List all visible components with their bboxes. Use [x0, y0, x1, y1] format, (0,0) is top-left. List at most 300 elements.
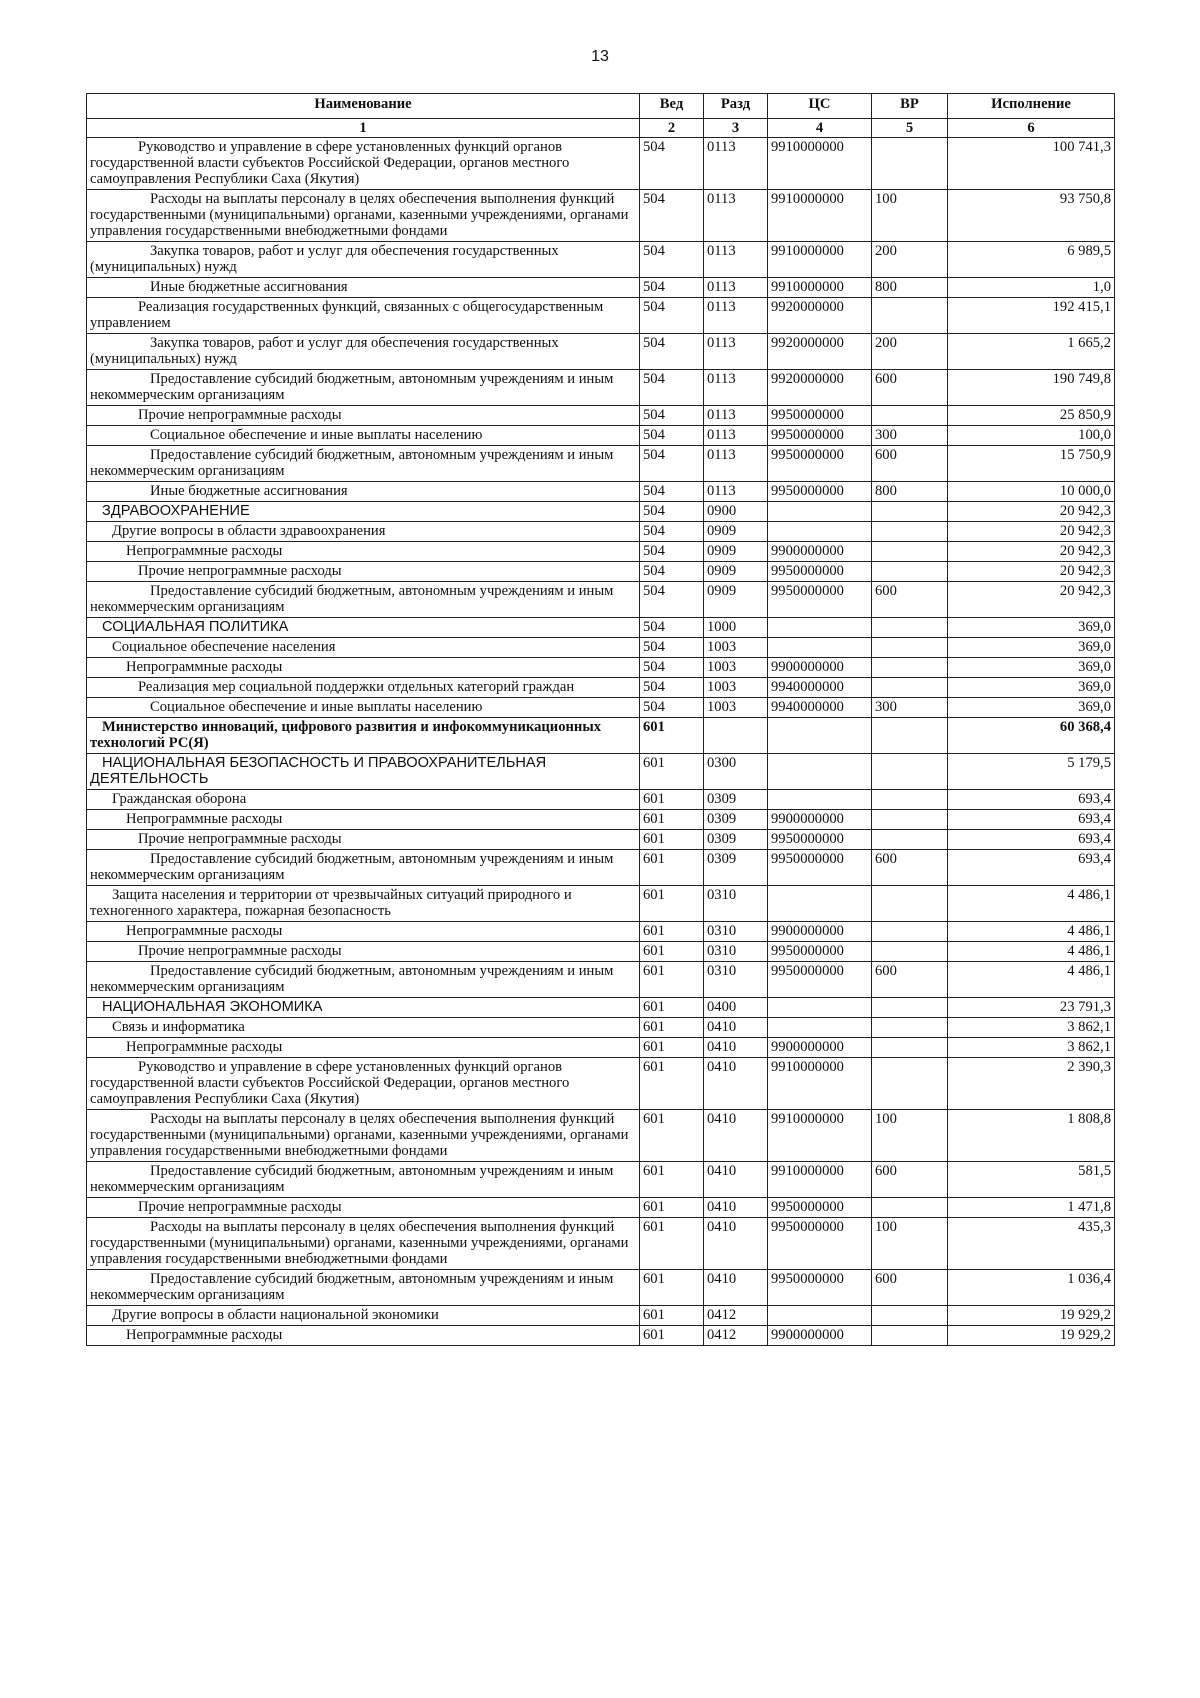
row-cs-cell: 9900000000 — [768, 1326, 872, 1346]
row-cs-cell — [768, 790, 872, 810]
row-vr-cell — [872, 638, 948, 658]
row-vr-cell: 600 — [872, 1270, 948, 1306]
row-name-cell: ЗДРАВООХРАНЕНИЕ — [87, 502, 640, 522]
row-ved-cell: 504 — [640, 446, 704, 482]
row-ved-cell: 504 — [640, 698, 704, 718]
row-vr-cell: 600 — [872, 370, 948, 406]
row-razd-cell: 1000 — [704, 618, 768, 638]
row-vr-cell — [872, 790, 948, 810]
table-row — [87, 190, 1115, 242]
row-cs-cell — [768, 1306, 872, 1326]
row-ved-cell: 504 — [640, 542, 704, 562]
row-name-cell: Закупка товаров, работ и услуг для обеспечения государственных (муниципальных) нужд — [87, 242, 640, 278]
row-ved-cell: 504 — [640, 582, 704, 618]
row-vr-cell: 600 — [872, 962, 948, 998]
row-ved-cell: 601 — [640, 886, 704, 922]
row-vr-cell — [872, 138, 948, 190]
row-amount-cell: 10 000,0 — [948, 482, 1115, 502]
table-row — [87, 582, 1115, 618]
row-amount-cell: 369,0 — [948, 658, 1115, 678]
table-row — [87, 1270, 1115, 1306]
row-vr-cell — [872, 1306, 948, 1326]
row-ved-cell: 504 — [640, 298, 704, 334]
row-vr-cell: 200 — [872, 242, 948, 278]
row-ved-cell: 504 — [640, 618, 704, 638]
row-amount-cell: 369,0 — [948, 698, 1115, 718]
row-ved-cell: 504 — [640, 242, 704, 278]
row-amount-cell: 369,0 — [948, 638, 1115, 658]
row-razd-cell: 0410 — [704, 1018, 768, 1038]
row-name-cell: Предоставление субсидий бюджетным, автономным учреждениям и иным некоммерческим организациям — [87, 1162, 640, 1198]
table-row — [87, 1110, 1115, 1162]
row-razd-cell: 0309 — [704, 810, 768, 830]
row-cs-cell: 9950000000 — [768, 1218, 872, 1270]
row-razd-cell: 0909 — [704, 562, 768, 582]
row-razd-cell: 0113 — [704, 406, 768, 426]
row-amount-cell: 20 942,3 — [948, 562, 1115, 582]
row-cs-cell: 9910000000 — [768, 1058, 872, 1110]
row-vr-cell: 600 — [872, 850, 948, 886]
row-vr-cell: 100 — [872, 1218, 948, 1270]
row-cs-cell: 9950000000 — [768, 562, 872, 582]
row-vr-cell — [872, 1058, 948, 1110]
row-ved-cell: 504 — [640, 370, 704, 406]
row-name-cell: Социальное обеспечение и иные выплаты населению — [87, 698, 640, 718]
table-row — [87, 522, 1115, 542]
row-vr-cell: 300 — [872, 698, 948, 718]
row-ved-cell: 504 — [640, 658, 704, 678]
row-name-cell: Министерство инноваций, цифрового развития и инфокоммуникационных технологий РС(Я) — [87, 718, 640, 754]
row-name-cell: Социальное обеспечение и иные выплаты населению — [87, 426, 640, 446]
table-row — [87, 1306, 1115, 1326]
row-vr-cell — [872, 810, 948, 830]
table-row — [87, 638, 1115, 658]
row-name-cell: Прочие непрограммные расходы — [87, 942, 640, 962]
table-row — [87, 698, 1115, 718]
row-ved-cell: 504 — [640, 406, 704, 426]
row-vr-cell — [872, 998, 948, 1018]
row-ved-cell: 601 — [640, 1198, 704, 1218]
row-razd-cell: 0410 — [704, 1110, 768, 1162]
row-name-cell: Непрограммные расходы — [87, 810, 640, 830]
row-razd-cell: 0410 — [704, 1218, 768, 1270]
row-amount-cell: 20 942,3 — [948, 502, 1115, 522]
table-row — [87, 1038, 1115, 1058]
row-vr-cell — [872, 1198, 948, 1218]
row-name-cell: Другие вопросы в области здравоохранения — [87, 522, 640, 542]
row-amount-cell: 1,0 — [948, 278, 1115, 298]
row-vr-cell — [872, 502, 948, 522]
row-name-cell: Социальное обеспечение населения — [87, 638, 640, 658]
row-cs-cell: 9900000000 — [768, 1038, 872, 1058]
row-cs-cell: 9950000000 — [768, 962, 872, 998]
row-vr-cell — [872, 678, 948, 698]
row-razd-cell: 0410 — [704, 1162, 768, 1198]
row-amount-cell: 693,4 — [948, 830, 1115, 850]
column-number-row — [87, 119, 1115, 138]
row-vr-cell — [872, 1326, 948, 1346]
column-header-vr: ВР — [872, 94, 948, 119]
table-row — [87, 406, 1115, 426]
row-ved-cell: 504 — [640, 638, 704, 658]
row-vr-cell — [872, 1038, 948, 1058]
row-cs-cell: 9950000000 — [768, 1198, 872, 1218]
row-ved-cell: 504 — [640, 522, 704, 542]
column-number: 1 — [87, 119, 640, 138]
row-amount-cell: 4 486,1 — [948, 962, 1115, 998]
row-ved-cell: 601 — [640, 962, 704, 998]
row-ved-cell: 601 — [640, 718, 704, 754]
row-vr-cell: 100 — [872, 1110, 948, 1162]
row-vr-cell — [872, 298, 948, 334]
table-row — [87, 298, 1115, 334]
table-row — [87, 1018, 1115, 1038]
row-cs-cell: 9910000000 — [768, 138, 872, 190]
row-ved-cell: 504 — [640, 278, 704, 298]
row-razd-cell: 0909 — [704, 542, 768, 562]
row-cs-cell: 9950000000 — [768, 582, 872, 618]
row-amount-cell: 693,4 — [948, 810, 1115, 830]
row-cs-cell: 9920000000 — [768, 298, 872, 334]
row-razd-cell: 0412 — [704, 1306, 768, 1326]
row-amount-cell: 693,4 — [948, 790, 1115, 810]
row-amount-cell: 4 486,1 — [948, 942, 1115, 962]
row-amount-cell: 100 741,3 — [948, 138, 1115, 190]
row-amount-cell: 5 179,5 — [948, 754, 1115, 790]
row-ved-cell: 504 — [640, 190, 704, 242]
row-ved-cell: 601 — [640, 754, 704, 790]
row-razd-cell: 0909 — [704, 522, 768, 542]
row-cs-cell — [768, 886, 872, 922]
row-amount-cell: 19 929,2 — [948, 1326, 1115, 1346]
row-name-cell: Руководство и управление в сфере установленных функций органов государственной власти субъектов Российской Федерации, органов местного самоуправления Республики Саха (Якутия) — [87, 1058, 640, 1110]
column-header-amount: Исполнение — [948, 94, 1115, 119]
row-cs-cell: 9950000000 — [768, 446, 872, 482]
row-name-cell: Предоставление субсидий бюджетным, автономным учреждениям и иным некоммерческим организациям — [87, 850, 640, 886]
row-cs-cell — [768, 522, 872, 542]
row-amount-cell: 581,5 — [948, 1162, 1115, 1198]
row-razd-cell: 0309 — [704, 830, 768, 850]
table-row — [87, 562, 1115, 582]
row-ved-cell: 601 — [640, 922, 704, 942]
row-name-cell: Предоставление субсидий бюджетным, автономным учреждениям и иным некоммерческим организациям — [87, 962, 640, 998]
row-cs-cell: 9900000000 — [768, 810, 872, 830]
row-razd-cell — [704, 718, 768, 754]
table-row — [87, 502, 1115, 522]
row-razd-cell: 0410 — [704, 1270, 768, 1306]
row-ved-cell: 601 — [640, 1326, 704, 1346]
column-header-name: Наименование — [87, 94, 640, 119]
row-ved-cell: 601 — [640, 942, 704, 962]
table-row — [87, 658, 1115, 678]
row-cs-cell — [768, 502, 872, 522]
row-razd-cell: 0309 — [704, 790, 768, 810]
row-vr-cell: 600 — [872, 582, 948, 618]
row-razd-cell: 0113 — [704, 370, 768, 406]
row-razd-cell: 0113 — [704, 138, 768, 190]
row-name-cell: Иные бюджетные ассигнования — [87, 482, 640, 502]
row-ved-cell: 504 — [640, 334, 704, 370]
row-razd-cell: 0113 — [704, 482, 768, 502]
row-name-cell: Иные бюджетные ассигнования — [87, 278, 640, 298]
row-razd-cell: 0310 — [704, 922, 768, 942]
row-cs-cell: 9910000000 — [768, 242, 872, 278]
table-row — [87, 1198, 1115, 1218]
column-header-cs: ЦС — [768, 94, 872, 119]
row-ved-cell: 601 — [640, 998, 704, 1018]
row-name-cell: Расходы на выплаты персоналу в целях обеспечения выполнения функций государственными (муниципальными) органами, казенными учреждениями, органами управления государственными внебюджетными фондами — [87, 1110, 640, 1162]
table-row — [87, 850, 1115, 886]
row-razd-cell: 1003 — [704, 678, 768, 698]
row-ved-cell: 601 — [640, 1306, 704, 1326]
row-razd-cell: 0310 — [704, 886, 768, 922]
table-row — [87, 242, 1115, 278]
row-razd-cell: 0113 — [704, 190, 768, 242]
row-razd-cell: 1003 — [704, 658, 768, 678]
row-vr-cell: 100 — [872, 190, 948, 242]
row-amount-cell: 3 862,1 — [948, 1038, 1115, 1058]
row-cs-cell: 9950000000 — [768, 830, 872, 850]
table-header-row — [87, 94, 1115, 119]
row-name-cell: Непрограммные расходы — [87, 542, 640, 562]
row-vr-cell — [872, 942, 948, 962]
row-cs-cell: 9950000000 — [768, 850, 872, 886]
row-name-cell: Прочие непрограммные расходы — [87, 562, 640, 582]
row-razd-cell: 0310 — [704, 942, 768, 962]
table-row — [87, 718, 1115, 754]
row-ved-cell: 601 — [640, 1270, 704, 1306]
row-name-cell: НАЦИОНАЛЬНАЯ БЕЗОПАСНОСТЬ И ПРАВООХРАНИТЕЛЬНАЯ ДЕЯТЕЛЬНОСТЬ — [87, 754, 640, 790]
row-ved-cell: 504 — [640, 138, 704, 190]
row-cs-cell — [768, 998, 872, 1018]
row-razd-cell: 0400 — [704, 998, 768, 1018]
row-vr-cell: 300 — [872, 426, 948, 446]
table-row — [87, 370, 1115, 406]
row-amount-cell: 192 415,1 — [948, 298, 1115, 334]
row-ved-cell: 601 — [640, 1110, 704, 1162]
row-vr-cell — [872, 406, 948, 426]
row-name-cell: Защита населения и территории от чрезвычайных ситуаций природного и техногенного характера, пожарная безопасность — [87, 886, 640, 922]
row-amount-cell: 20 942,3 — [948, 542, 1115, 562]
row-razd-cell: 0113 — [704, 278, 768, 298]
row-amount-cell: 20 942,3 — [948, 582, 1115, 618]
row-razd-cell: 0113 — [704, 426, 768, 446]
row-razd-cell: 0113 — [704, 334, 768, 370]
row-ved-cell: 601 — [640, 830, 704, 850]
column-header-ved: Вед — [640, 94, 704, 119]
row-razd-cell: 0113 — [704, 446, 768, 482]
row-razd-cell: 0300 — [704, 754, 768, 790]
row-razd-cell: 0900 — [704, 502, 768, 522]
table-row — [87, 830, 1115, 850]
row-name-cell: Расходы на выплаты персоналу в целях обеспечения выполнения функций государственными (муниципальными) органами, казенными учреждениями, органами управления государственными внебюджетными фондами — [87, 190, 640, 242]
row-amount-cell: 20 942,3 — [948, 522, 1115, 542]
row-name-cell: Прочие непрограммные расходы — [87, 830, 640, 850]
row-cs-cell — [768, 618, 872, 638]
row-cs-cell: 9950000000 — [768, 406, 872, 426]
row-name-cell: Закупка товаров, работ и услуг для обеспечения государственных (муниципальных) нужд — [87, 334, 640, 370]
row-vr-cell: 800 — [872, 278, 948, 298]
row-ved-cell: 601 — [640, 1038, 704, 1058]
row-vr-cell: 200 — [872, 334, 948, 370]
row-amount-cell: 19 929,2 — [948, 1306, 1115, 1326]
row-amount-cell: 100,0 — [948, 426, 1115, 446]
row-vr-cell: 600 — [872, 1162, 948, 1198]
row-cs-cell — [768, 754, 872, 790]
row-razd-cell: 0113 — [704, 298, 768, 334]
row-cs-cell: 9940000000 — [768, 678, 872, 698]
row-ved-cell: 504 — [640, 562, 704, 582]
row-ved-cell: 601 — [640, 1018, 704, 1038]
row-vr-cell — [872, 718, 948, 754]
table-row — [87, 886, 1115, 922]
row-cs-cell: 9940000000 — [768, 698, 872, 718]
row-vr-cell — [872, 754, 948, 790]
column-number: 5 — [872, 119, 948, 138]
row-razd-cell: 0113 — [704, 242, 768, 278]
row-amount-cell: 6 989,5 — [948, 242, 1115, 278]
row-ved-cell: 601 — [640, 1162, 704, 1198]
table-row — [87, 334, 1115, 370]
table-row — [87, 998, 1115, 1018]
table-row — [87, 1326, 1115, 1346]
row-razd-cell: 0412 — [704, 1326, 768, 1346]
row-ved-cell: 504 — [640, 678, 704, 698]
row-ved-cell: 601 — [640, 810, 704, 830]
row-cs-cell: 9900000000 — [768, 922, 872, 942]
table-row — [87, 138, 1115, 190]
row-cs-cell: 9950000000 — [768, 426, 872, 446]
table-row — [87, 446, 1115, 482]
row-razd-cell: 0909 — [704, 582, 768, 618]
row-cs-cell: 9950000000 — [768, 1270, 872, 1306]
row-name-cell: Предоставление субсидий бюджетным, автономным учреждениям и иным некоммерческим организациям — [87, 1270, 640, 1306]
row-cs-cell — [768, 718, 872, 754]
row-cs-cell — [768, 638, 872, 658]
row-amount-cell: 4 486,1 — [948, 886, 1115, 922]
row-amount-cell: 369,0 — [948, 618, 1115, 638]
row-cs-cell: 9920000000 — [768, 370, 872, 406]
row-name-cell: Предоставление субсидий бюджетным, автономным учреждениям и иным некоммерческим организациям — [87, 446, 640, 482]
row-name-cell: НАЦИОНАЛЬНАЯ ЭКОНОМИКА — [87, 998, 640, 1018]
row-cs-cell: 9910000000 — [768, 190, 872, 242]
row-name-cell: Непрограммные расходы — [87, 658, 640, 678]
row-name-cell: Связь и информатика — [87, 1018, 640, 1038]
row-ved-cell: 601 — [640, 850, 704, 886]
table-row — [87, 962, 1115, 998]
table-row — [87, 922, 1115, 942]
page-number: 13 — [591, 48, 609, 65]
row-amount-cell: 60 368,4 — [948, 718, 1115, 754]
row-vr-cell: 600 — [872, 446, 948, 482]
row-name-cell: Реализация мер социальной поддержки отдельных категорий граждан — [87, 678, 640, 698]
row-cs-cell: 9900000000 — [768, 542, 872, 562]
row-ved-cell: 504 — [640, 502, 704, 522]
table-row — [87, 482, 1115, 502]
row-amount-cell: 15 750,9 — [948, 446, 1115, 482]
row-amount-cell: 25 850,9 — [948, 406, 1115, 426]
table-body — [87, 138, 1115, 1346]
row-name-cell: Руководство и управление в сфере установленных функций органов государственной власти субъектов Российской Федерации, органов местного самоуправления Республики Саха (Якутия) — [87, 138, 640, 190]
row-vr-cell: 800 — [872, 482, 948, 502]
row-ved-cell: 601 — [640, 1058, 704, 1110]
row-cs-cell: 9910000000 — [768, 278, 872, 298]
row-vr-cell — [872, 830, 948, 850]
column-number: 6 — [948, 119, 1115, 138]
row-ved-cell: 601 — [640, 790, 704, 810]
row-amount-cell: 2 390,3 — [948, 1058, 1115, 1110]
row-amount-cell: 693,4 — [948, 850, 1115, 886]
row-vr-cell — [872, 922, 948, 942]
row-vr-cell — [872, 562, 948, 582]
table-row — [87, 426, 1115, 446]
table-row — [87, 618, 1115, 638]
row-cs-cell: 9910000000 — [768, 1110, 872, 1162]
row-razd-cell: 1003 — [704, 638, 768, 658]
row-name-cell: Непрограммные расходы — [87, 1038, 640, 1058]
column-number: 3 — [704, 119, 768, 138]
row-vr-cell — [872, 886, 948, 922]
row-razd-cell: 0309 — [704, 850, 768, 886]
row-amount-cell: 190 749,8 — [948, 370, 1115, 406]
table-row — [87, 1058, 1115, 1110]
table-row — [87, 754, 1115, 790]
row-name-cell: Гражданская оборона — [87, 790, 640, 810]
table-row — [87, 1162, 1115, 1198]
table-row — [87, 678, 1115, 698]
row-ved-cell: 504 — [640, 426, 704, 446]
row-name-cell: Другие вопросы в области национальной экономики — [87, 1306, 640, 1326]
table-row — [87, 790, 1115, 810]
row-cs-cell: 9920000000 — [768, 334, 872, 370]
row-name-cell: Непрограммные расходы — [87, 922, 640, 942]
row-name-cell: Реализация государственных функций, связанных с общегосударственным управлением — [87, 298, 640, 334]
row-name-cell: Расходы на выплаты персоналу в целях обеспечения выполнения функций государственными (муниципальными) органами, казенными учреждениями, органами управления государственными внебюджетными фондами — [87, 1218, 640, 1270]
table-row — [87, 278, 1115, 298]
row-vr-cell — [872, 618, 948, 638]
row-vr-cell — [872, 1018, 948, 1038]
row-cs-cell: 9950000000 — [768, 942, 872, 962]
row-name-cell: Предоставление субсидий бюджетным, автономным учреждениям и иным некоммерческим организациям — [87, 370, 640, 406]
row-vr-cell — [872, 542, 948, 562]
row-razd-cell: 1003 — [704, 698, 768, 718]
table-row — [87, 810, 1115, 830]
row-amount-cell: 369,0 — [948, 678, 1115, 698]
column-header-razd: Разд — [704, 94, 768, 119]
row-name-cell: Предоставление субсидий бюджетным, автономным учреждениям и иным некоммерческим организациям — [87, 582, 640, 618]
table-row — [87, 1218, 1115, 1270]
row-amount-cell: 4 486,1 — [948, 922, 1115, 942]
row-amount-cell: 1 036,4 — [948, 1270, 1115, 1306]
row-name-cell: СОЦИАЛЬНАЯ ПОЛИТИКА — [87, 618, 640, 638]
row-amount-cell: 1 471,8 — [948, 1198, 1115, 1218]
row-name-cell: Прочие непрограммные расходы — [87, 1198, 640, 1218]
table-row — [87, 542, 1115, 562]
row-razd-cell: 0310 — [704, 962, 768, 998]
row-razd-cell: 0410 — [704, 1198, 768, 1218]
table-row — [87, 942, 1115, 962]
column-number: 2 — [640, 119, 704, 138]
column-number: 4 — [768, 119, 872, 138]
row-cs-cell: 9910000000 — [768, 1162, 872, 1198]
row-ved-cell: 601 — [640, 1218, 704, 1270]
row-vr-cell — [872, 522, 948, 542]
row-razd-cell: 0410 — [704, 1038, 768, 1058]
row-amount-cell: 3 862,1 — [948, 1018, 1115, 1038]
row-cs-cell: 9950000000 — [768, 482, 872, 502]
row-name-cell: Непрограммные расходы — [87, 1326, 640, 1346]
row-name-cell: Прочие непрограммные расходы — [87, 406, 640, 426]
